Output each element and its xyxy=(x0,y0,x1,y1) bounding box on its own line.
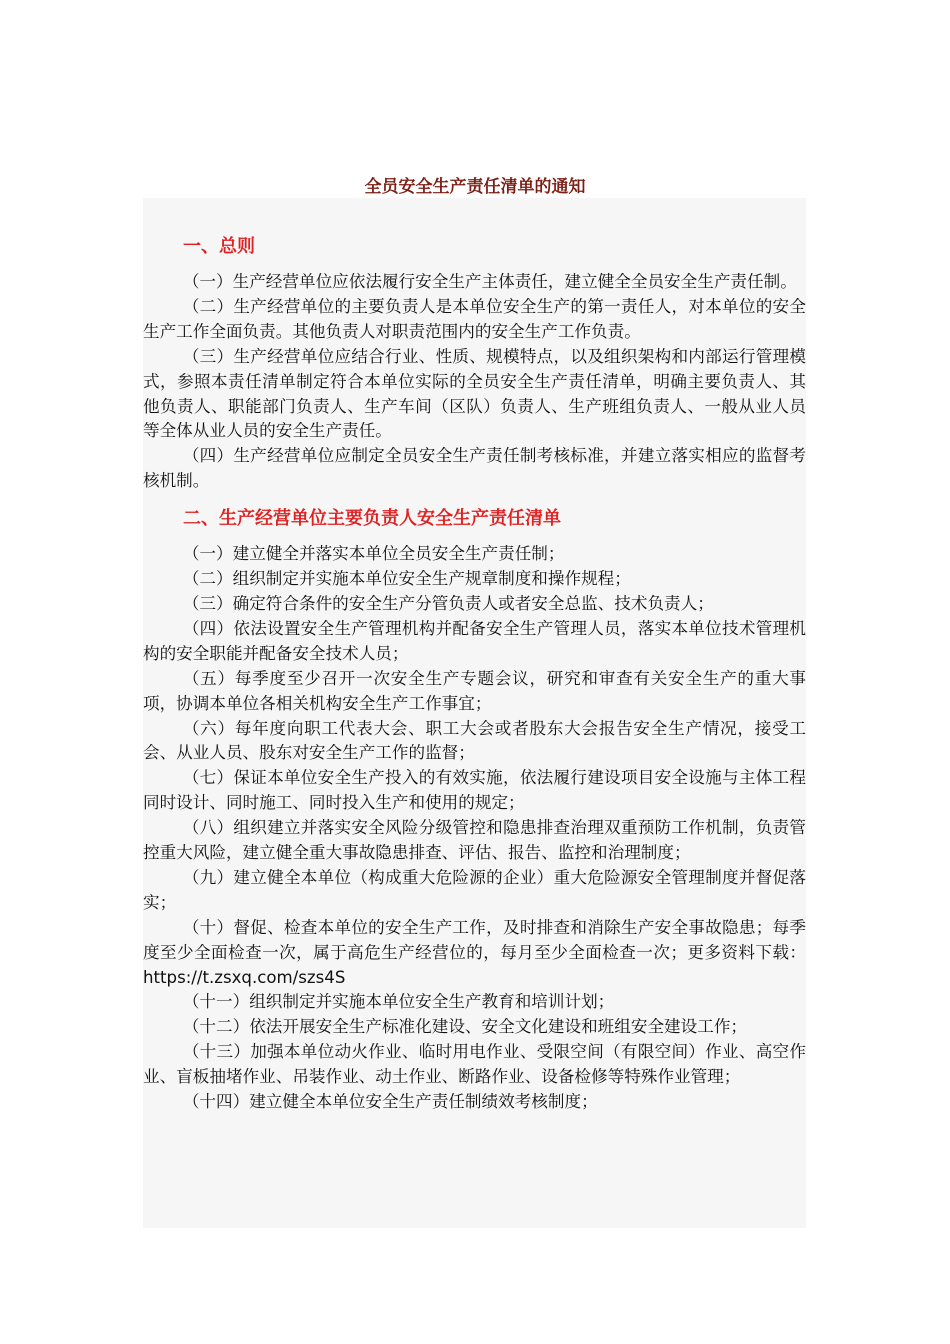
section-heading-principal-responsibilities: 二、生产经营单位主要负责人安全生产责任清单 xyxy=(183,508,561,530)
list-item: （五）每季度至少召开一次安全生产专题会议，研究和审查有关安全生产的重大事项，协调本单位各相关机构安全生产工作事宜； xyxy=(143,668,806,713)
list-item: （十一）组织制定并实施本单位安全生产教育和培训计划； xyxy=(182,992,615,1012)
paragraph: （二）生产经营单位的主要负责人是本单位安全生产的第一责任人，对本单位的安全生产工作全面负责。其他负责人对职责范围内的安全生产工作负责。 xyxy=(143,296,806,341)
list-item: （四）依法设置安全生产管理机构并配备安全生产管理人员，落实本单位技术管理机构的安全职能并配备安全技术人员； xyxy=(143,618,806,663)
section-heading-general: 一、总则 xyxy=(183,236,255,257)
list-item: （三）确定符合条件的安全生产分管负责人或者安全总监、技术负责人； xyxy=(182,593,714,613)
list-item: （六）每年度向职工代表大会、职工大会或者股东大会报告安全生产情况，接受工会、从业人员、股东对安全生产工作的监督； xyxy=(143,718,806,763)
list-item: （八）组织建立并落实安全风险分级管控和隐患排查治理双重预防工作机制，负责管控重大风险，建立健全重大事故隐患排查、评估、报告、监控和治理制度； xyxy=(143,818,806,863)
document-title: 全员安全生产责任清单的通知 xyxy=(364,177,586,197)
list-item: （十四）建立健全本单位安全生产责任制绩效考核制度； xyxy=(182,1092,598,1112)
list-item: （十）督促、检查本单位的安全生产工作，及时排查和消除生产安全事故隐患；每季度至少全面检查一次，属于高危生产经营位的，每月至少全面检查一次；更多资料下载：https://t.zsxq.com/szs4S xyxy=(143,917,806,987)
list-item: （九）建立健全本单位（构成重大危险源的企业）重大危险源安全管理制度并督促落实； xyxy=(143,867,806,912)
list-item: （二）组织制定并实施本单位安全生产规章制度和操作规程； xyxy=(182,569,631,589)
document-body xyxy=(143,198,806,1228)
section-general-paragraphs xyxy=(143,270,806,494)
paragraph: （一）生产经营单位应依法履行安全生产主体责任，建立健全全员安全生产责任制。 xyxy=(182,272,797,291)
list-item: （十二）依法开展安全生产标准化建设、安全文化建设和班组安全建设工作； xyxy=(182,1017,748,1037)
list-item: （一）建立健全并落实本单位全员安全生产责任制； xyxy=(182,544,565,564)
list-item: （七）保证本单位安全生产投入的有效实施，依法履行建设项目安全设施与主体工程同时设计、同时施工、同时投入生产和使用的规定； xyxy=(143,768,806,813)
paragraph: （三）生产经营单位应结合行业、性质、规模特点，以及组织架构和内部运行管理模式，参照本责任清单制定符合本单位实际的全员安全生产责任清单，明确主要负责人、其他负责人、职能部门负责人、生产车间（区队）负责人、生产班组负责人、一般从业人员等全体从业人员的安全生产责任。 xyxy=(143,346,806,441)
paragraph: （四）生产经营单位应制定全员安全生产责任制考核标准，并建立落实相应的监督考核机制。 xyxy=(143,446,806,491)
section-principal-paragraphs xyxy=(143,542,806,1115)
list-item: （十三）加强本单位动火作业、临时用电作业、受限空间（有限空间）作业、高空作业、盲板抽堵作业、吊装作业、动土作业、断路作业、设备检修等特殊作业管理； xyxy=(143,1042,806,1087)
